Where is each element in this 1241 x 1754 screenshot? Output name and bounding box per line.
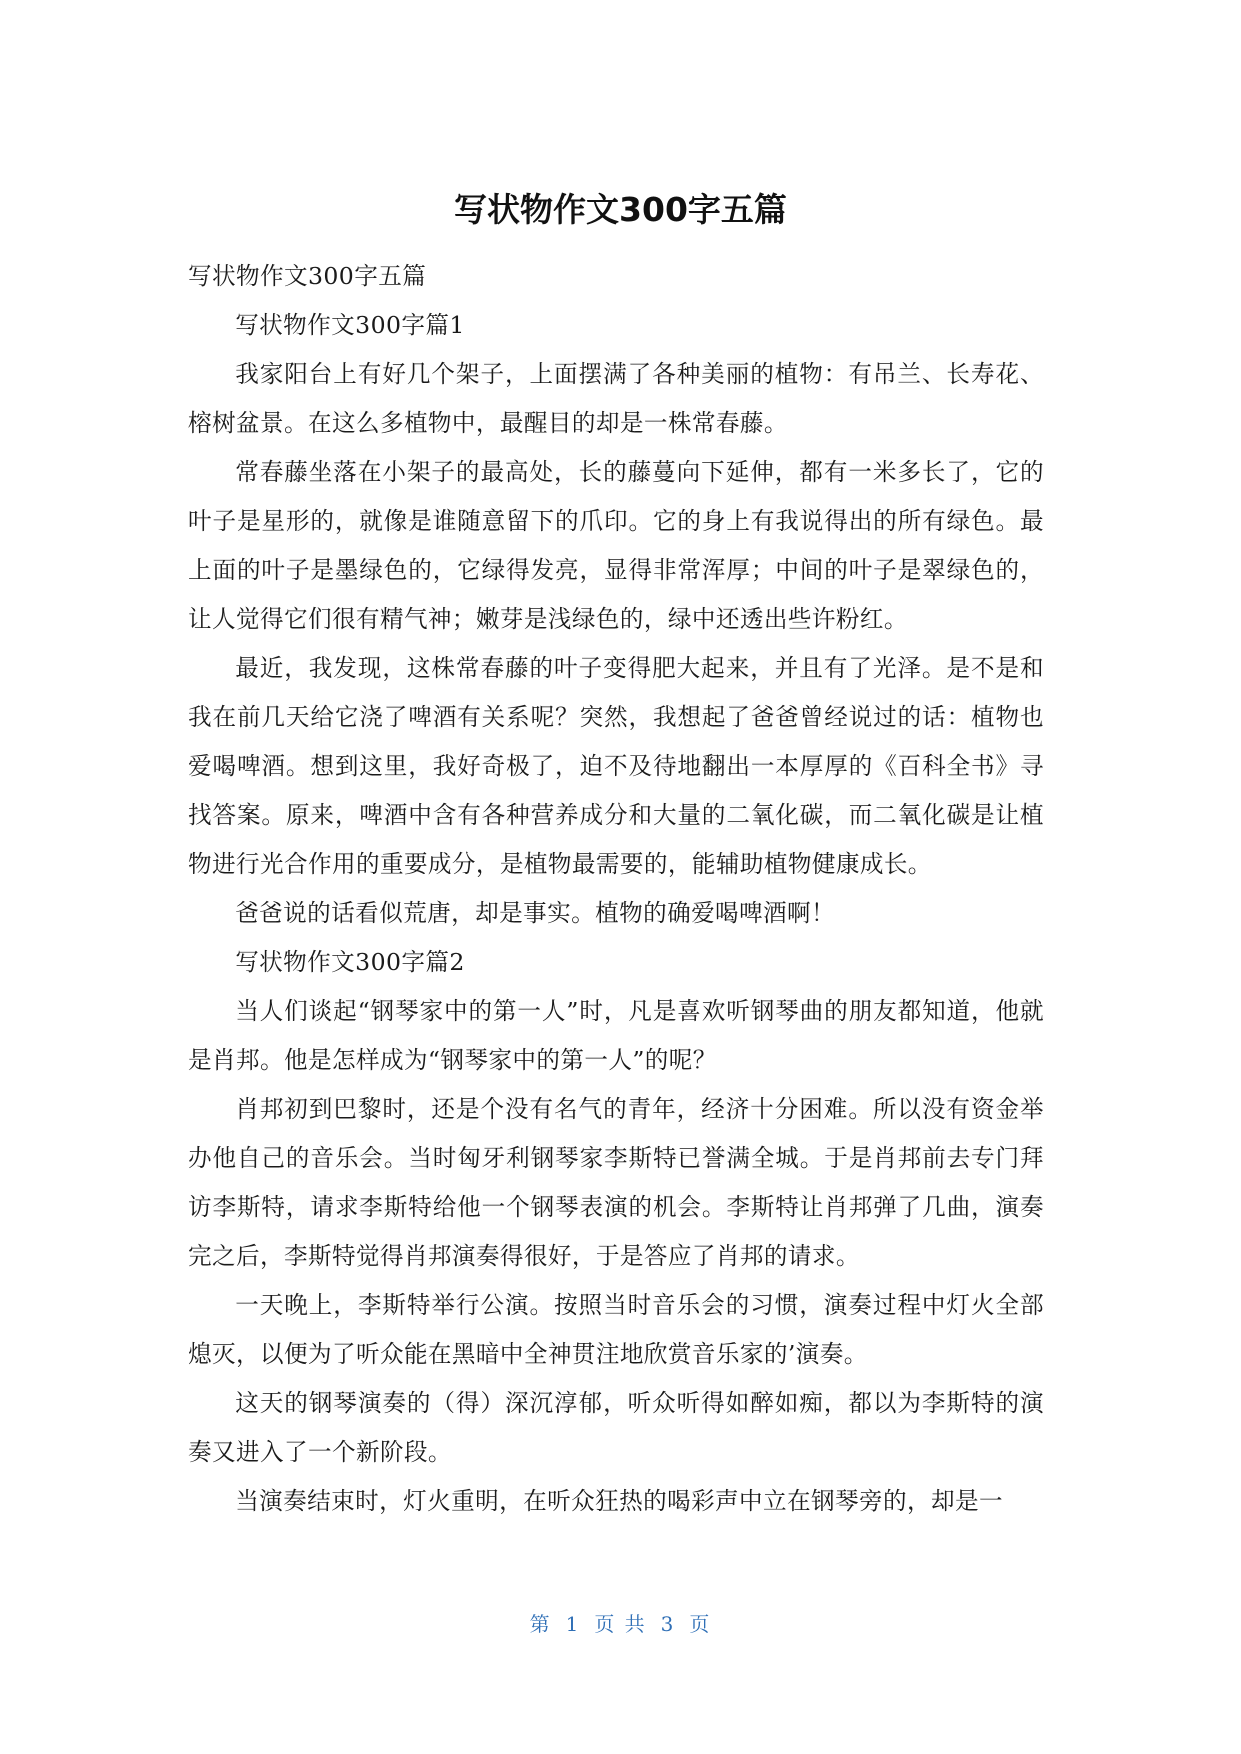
paragraph: 常春藤坐落在小架子的最高处，长的藤蔓向下延伸，都有一米多长了，它的叶子是星形的，就像是谁随意留下的爪印。它的身上有我说得出的所有绿色。最上面的叶子是墨绿色的，它绿得发亮，显得非常浑厚；中间的叶子是翠绿色的，让人觉得它们很有精气神；嫩芽是浅绿色的，绿中还透出些许粉红。 [188, 458, 1044, 633]
paragraph: 我家阳台上有好几个架子，上面摆满了各种美丽的植物：有吊兰、长寿花、榕树盆景。在这么多植物中，最醒目的却是一株常春藤。 [188, 360, 1044, 437]
page-footer [0, 1608, 1241, 1637]
footer-pages-label: 页 [689, 1612, 712, 1636]
paragraph: 当人们谈起“钢琴家中的第一人”时，凡是喜欢听钢琴曲的朋友都知道，他就是肖邦。他是怎样成为“钢琴家中的第一人”的呢？ [188, 997, 1044, 1074]
paragraph: 最近，我发现，这株常春藤的叶子变得肥大起来，并且有了光泽。是不是和我在前几天给它浇了啤酒有关系呢？突然，我想起了爸爸曾经说过的话：植物也爱喝啤酒。想到这里，我好奇极了，迫不及待地翻出一本厚厚的《百科全书》寻找答案。原来，啤酒中含有各种营养成分和大量的二氧化碳，而二氧化碳是让植物进行光合作用的重要成分，是植物最需要的，能辅助植物健康成长。 [188, 654, 1044, 878]
paragraph: 这天的钢琴演奏的（得）深沉淳郁，听众听得如醉如痴，都以为李斯特的演奏又进入了一个新阶段。 [188, 1389, 1044, 1466]
paragraph: 爸爸说的话看似荒唐，却是事实。植物的确爱喝啤酒啊！ [235, 899, 836, 927]
paragraph: 写状物作文300字五篇 [188, 262, 427, 290]
footer-total-pages: 3 [660, 1612, 676, 1636]
section-heading: 写状物作文300字篇1 [235, 311, 465, 339]
paragraph: 当演奏结束时，灯火重明，在听众狂热的喝彩声中立在钢琴旁的，却是一 [235, 1487, 1003, 1515]
paragraph: 一天晚上，李斯特举行公演。按照当时音乐会的习惯，演奏过程中灯火全部熄灭，以便为了听众能在黑暗中全神贯注地欣赏音乐家的’演奏。 [188, 1291, 1044, 1368]
document-title: 写状物作文300字五篇 [454, 190, 787, 229]
footer-page-label: 第 [529, 1612, 552, 1636]
footer-of-label: 页 共 [594, 1612, 647, 1636]
footer-current-page: 1 [565, 1612, 581, 1636]
section-heading: 写状物作文300字篇2 [235, 948, 465, 976]
paragraph: 肖邦初到巴黎时，还是个没有名气的青年，经济十分困难。所以没有资金举办他自己的音乐会。当时匈牙利钢琴家李斯特已誉满全城。于是肖邦前去专门拜访李斯特，请求李斯特给他一个钢琴表演的机会。李斯特让肖邦弹了几曲，演奏完之后，李斯特觉得肖邦演奏得很好，于是答应了肖邦的请求。 [188, 1095, 1044, 1270]
document-body [188, 252, 1044, 1526]
